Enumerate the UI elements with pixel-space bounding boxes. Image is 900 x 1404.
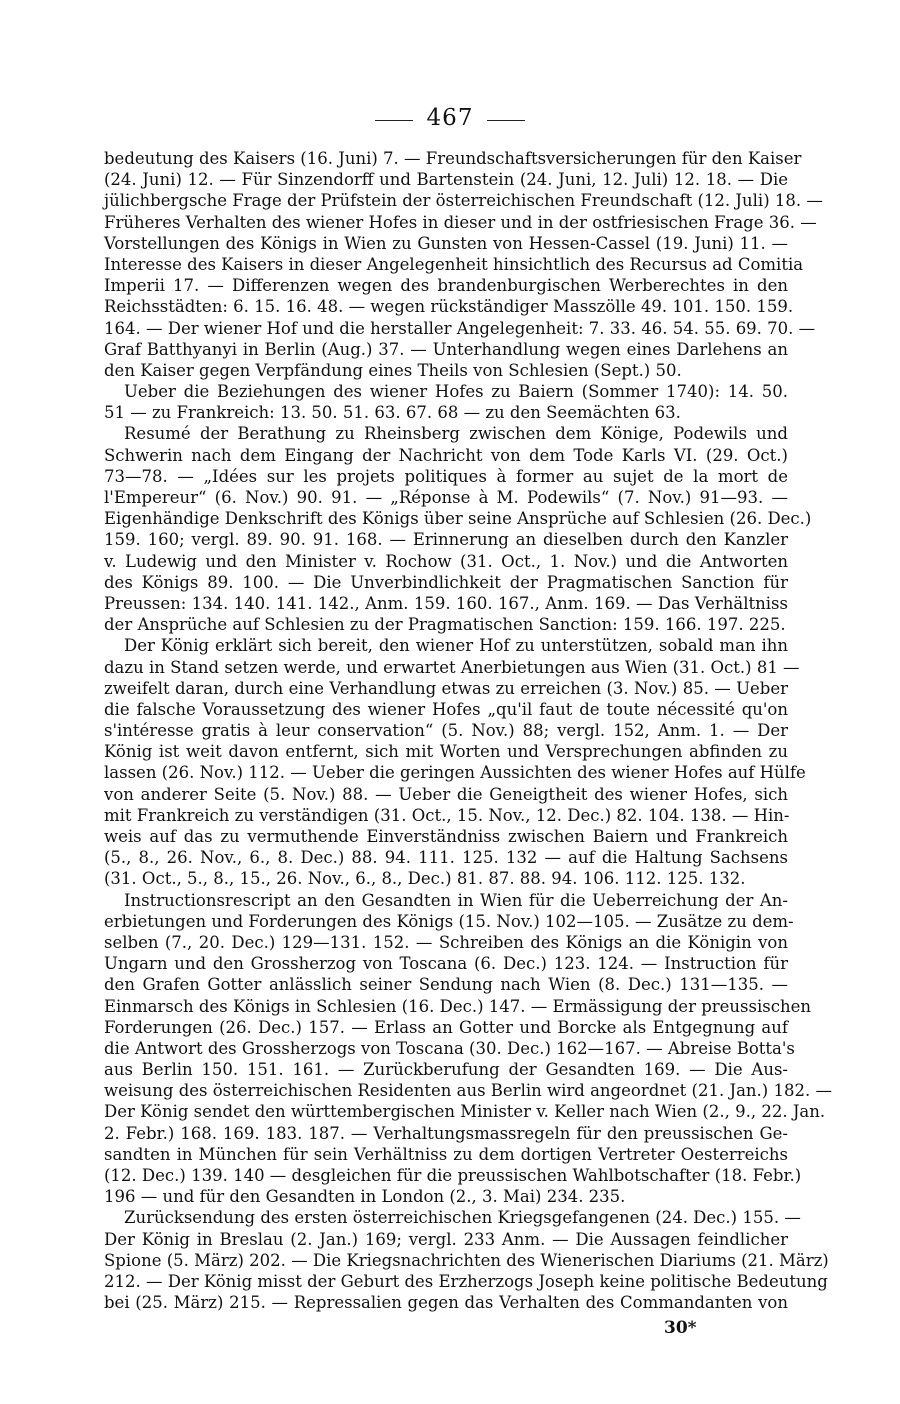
paragraph	[104, 381, 788, 423]
text-line: Der König erklärt sich bereit, den wiener Hof zu unterstützen, sobald man ihn	[124, 636, 788, 656]
text-line: Graf Batthyanyi in Berlin (Aug.) 37. — Unterhandlung wegen eines Darlehens an	[104, 339, 788, 359]
text-line: Interesse des Kaisers in dieser Angelegenheit hinsichtlich des Recursus ad Comitia	[104, 254, 804, 274]
text-line: Eigenhändige Denkschrift des Königs über seine Ansprüche auf Schlesien (26. Dec.)	[104, 509, 812, 529]
text-line: aus Berlin 150. 151. 161. — Zurückberufung der Gesandten 169. — Die Aus-	[104, 1060, 788, 1080]
text-line: (5., 8., 26. Nov., 6., 8. Dec.) 88. 94. 111. 125. 132 — auf die Haltung Sachsens	[104, 848, 788, 868]
text-line: (24. Juni) 12. — Für Sinzendorff und Bartenstein (24. Juni, 12. Juli) 12. 18. — Die	[104, 170, 788, 190]
text-line: Einmarsch des Königs in Schlesien (16. Dec.) 147. — Ermässigung der preussischen	[104, 996, 811, 1016]
text-line: den Grafen Gotter anlässlich seiner Sendung nach Wien (8. Dec.) 131—135. —	[104, 975, 788, 995]
text-line: Vorstellungen des Königs in Wien zu Gunsten von Hessen-Cassel (19. Juni) 11. —	[104, 233, 788, 253]
text-line: lassen (26. Nov.) 112. — Ueber die geringen Aussichten des wiener Hofes auf Hülfe	[104, 763, 806, 783]
text-line: l'Empereur“ (6. Nov.) 90. 91. — „Réponse à M. Podewils“ (7. Nov.) 91—93. —	[104, 488, 788, 507]
text-line: Ueber die Beziehungen des wiener Hofes zu Baiern (Sommer 1740): 14. 50.	[124, 382, 788, 402]
text-line: selben (7., 20. Dec.) 129—131. 152. — Schreiben des Königs an die Königin von	[104, 932, 788, 952]
text-line: die Antwort des Grossherzogs von Toscana (30. Dec.) 162—167. — Abreise Botta's	[104, 1038, 795, 1058]
header-rule-left	[375, 120, 413, 121]
paragraph	[104, 635, 806, 889]
text-line: Zurücksendung des ersten österreichischen Kriegsgefangenen (24. Dec.) 155. —	[124, 1208, 801, 1228]
text-line: König ist weit davon entfernt, sich mit Worten und Versprechungen abfinden zu	[104, 742, 788, 762]
text-line: Imperii 17. — Differenzen wegen des brandenburgischen Werberechtes in den	[104, 276, 788, 296]
text-line: des Königs 89. 100. — Die Unverbindlichkeit der Pragmatischen Sanction für	[104, 572, 788, 592]
paragraph	[104, 890, 832, 1208]
text-line: Preussen: 134. 140. 141. 142., Anm. 159. 160. 167., Anm. 169. — Das Verhältniss	[104, 593, 788, 613]
text-line: sandten in München für sein Verhältniss zu dem dortigen Vertreter Oesterreichs	[104, 1144, 788, 1164]
text-line: bei (25. März) 215. — Repressalien gegen das Verhalten des Commandanten von	[104, 1293, 788, 1313]
text-line: (12. Dec.) 139. 140 — desgleichen für die preussischen Wahlbotschafter (18. Febr.)	[104, 1166, 802, 1185]
text-line: zweifelt daran, durch eine Verhandlung etwas zu erreichen (3. Nov.) 85. — Ueber	[104, 678, 788, 698]
text-line: die falsche Voraussetzung des wiener Hofes „qu'il faut de toute nécessité qu'on	[104, 699, 788, 719]
page-body	[104, 148, 832, 1313]
page-number: 467	[426, 105, 474, 131]
text-line: 164. — Der wiener Hof und die herstaller Angelegenheit: 7. 33. 46. 54. 55. 69. 70. —	[104, 318, 816, 338]
text-line: Früheres Verhalten des wiener Hofes in dieser und in der ostfriesischen Frage 36. —	[104, 212, 817, 232]
text-line: 159. 160; vergl. 89. 90. 91. 168. — Erinnerung an dieselben durch den Kanzler	[104, 530, 788, 550]
text-line: v. Ludewig und den Minister v. Rochow (31. Oct., 1. Nov.) und die Antworten	[104, 551, 788, 571]
text-line: Spione (5. März) 202. — Die Kriegsnachrichten des Wienerischen Diariums (21. März)	[104, 1250, 829, 1270]
text-line: 51 — zu Frankreich: 13. 50. 51. 63. 67. 68 — zu den Seemächten 63.	[104, 403, 681, 423]
text-line: dazu in Stand setzen werde, und erwartet Anerbietungen aus Wien (31. Oct.) 81 —	[104, 657, 800, 677]
text-line: von anderer Seite (5. Nov.) 88. — Ueber die Geneigtheit des wiener Hofes, sich	[104, 784, 788, 804]
text-line: 2. Febr.) 168. 169. 183. 187. — Verhaltungsmassregeln für den preussischen Ge-	[104, 1123, 788, 1143]
text-line: Der König sendet den württembergischen Minister v. Keller nach Wien (2., 9., 22. Jan.	[104, 1102, 826, 1122]
paragraph	[104, 1207, 829, 1313]
text-line: Resumé der Berathung zu Rheinsberg zwischen dem Könige, Podewils und	[124, 424, 788, 444]
text-line: weis auf das zu vermuthende Einverständniss zwischen Baiern und Frankreich	[104, 827, 788, 846]
paragraph	[104, 148, 823, 381]
text-line: Ungarn und den Grossherzog von Toscana (6. Dec.) 123. 124. — Instruction für	[104, 954, 788, 974]
text-line: s'intéresse gratis à leur conservation“ (5. Nov.) 88; vergl. 152, Anm. 1. — Der	[104, 721, 788, 741]
text-line: jülichbergsche Frage der Prüfstein der österreichischen Freundschaft (12. Juli) 18. —	[104, 191, 823, 211]
text-line: 73—78. — „Idées sur les projets politiques à former au sujet de la mort de	[104, 466, 788, 486]
text-line: mit Frankreich zu verständigen (31. Oct., 15. Nov., 12. Dec.) 82. 104. 138. — Hin-	[104, 805, 790, 825]
text-line: Der König in Breslau (2. Jan.) 169; vergl. 233 Anm. — Die Aussagen feindlicher	[104, 1229, 788, 1249]
text-line: Forderungen (26. Dec.) 157. — Erlass an Gotter und Borcke als Entgegnung auf	[104, 1017, 788, 1037]
text-line: der Ansprüche auf Schlesien zu der Pragmatischen Sanction: 159. 166. 197. 225.	[104, 615, 786, 635]
text-line: Reichsstädten: 6. 15. 16. 48. — wegen rückständiger Masszölle 49. 101. 150. 159.	[104, 297, 794, 317]
page-header	[0, 98, 900, 138]
text-line: (31. Oct., 5., 8., 15., 26. Nov., 6., 8., Dec.) 81. 87. 88. 94. 106. 112. 125. 132.	[104, 869, 746, 889]
text-line: 196 — und für den Gesandten in London (2., 3. Mai) 234. 235.	[104, 1187, 626, 1207]
header-rule-right	[487, 120, 525, 121]
text-line: Instructionsrescript an den Gesandten in Wien für die Ueberreichung der An-	[124, 890, 788, 910]
text-line: bedeutung des Kaisers (16. Juni) 7. — Freundschaftsversicherungen für den Kaiser	[104, 149, 802, 168]
text-line: Schwerin nach dem Eingang der Nachricht von dem Tode Karls VI. (29. Oct.)	[104, 445, 788, 465]
text-line: weisung des österreichischen Residenten aus Berlin wird angeordnet (21. Jan.) 182. —	[104, 1081, 832, 1101]
paragraph	[104, 423, 812, 635]
text-line: 212. — Der König misst der Geburt des Erzherzogs Joseph keine politische Bedeutung	[104, 1271, 828, 1291]
text-line: den Kaiser gegen Verpfändung eines Theils von Schlesien (Sept.) 50.	[104, 360, 682, 380]
signature-mark: 30*	[664, 1318, 697, 1338]
text-line: erbietungen und Forderungen des Königs (15. Nov.) 102—105. — Zusätze zu dem-	[104, 911, 794, 931]
